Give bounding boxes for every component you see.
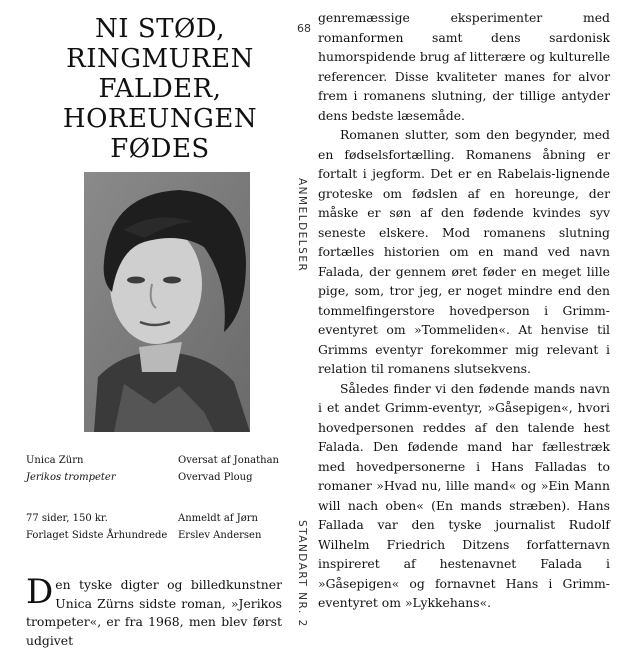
publisher: Forlaget Sidste Århundrede <box>26 530 168 541</box>
author-portrait <box>84 172 250 432</box>
book-publishing-info <box>26 510 167 544</box>
body-column <box>318 8 610 613</box>
portrait-image <box>84 172 250 432</box>
title-line: FALDER, <box>98 74 222 104</box>
section-label: ANMELDELSER <box>296 178 308 273</box>
page-number: 68 <box>297 22 311 35</box>
reviewer-line: Erslev Andersen <box>178 530 262 541</box>
book-author-title <box>26 452 116 486</box>
pages-price: 77 sider, 150 kr. <box>26 513 108 524</box>
title-line: NI STØD, <box>95 14 225 44</box>
title-line: RINGMUREN <box>66 44 254 74</box>
translator-line: Overvad Ploug <box>178 472 253 483</box>
journal-label: STANDART NR. 2 <box>296 520 308 628</box>
body-paragraph: genremæssige eksperimenter med romanformen samt dens sardonisk humorspidende brug af litterære og kulturelle referencer. Disse kvaliteter manes for alvor frem i romanens slutning, der tillige antyder dens bedste læsemåde. <box>318 10 610 123</box>
title-line: HOREUNGEN <box>62 104 258 134</box>
title-line: FØDES <box>110 134 210 164</box>
lead-paragraph <box>26 572 282 650</box>
body-paragraph: Romanen slutter, som den begynder, med en fødselsfortælling. Romanens åbning er fortalt i jegform. Det er en Rabelais-lignende groteske om fødslen af en horeunge, der måske er søn af den fødende kvindes syv seneste elskere. Mod romanens slutning fortælles historien om en mand ved navn Falada, der gennem øret føder en meget lille pige, som, tror jeg, er noget mindre end den tommelfingerstore hovedperson i Grimm-eventyret om »Tommeliden«. At henvise til Grimms eventyr forekommer mig relevant i relation til romanens slutsekvens. <box>318 127 610 376</box>
book-title: Jerikos trompeter <box>26 472 116 483</box>
body-paragraph: Således finder vi den fødende mands navn i et andet Grimm-eventyr, »Gåsepigen«, hvori hovedpersonen reddes af den talende hest Falada. Den fødende mand har fællestræk med hovedpersonerne i Hans Falladas to romaner »Hvad nu, lille mand« og »Ein Mann will nach oben« (En mands stræben). Hans Fallada var den tyske journalist Rudolf Wilhelm Friedrich Ditzens forfatternavn inspireret af hestenavnet Falada i »Gåsepigen« og fornavnet Hans i Grimm-eventyret om »Lykkehans«. <box>318 380 610 610</box>
book-author: Unica Zürn <box>26 455 84 466</box>
drop-cap: D <box>26 572 54 612</box>
reviewer-line: Anmeldt af Jørn <box>178 513 258 524</box>
article-title <box>40 14 280 164</box>
reviewer-credit <box>178 510 261 544</box>
lead-text: en tyske digter og billedkunstner Unica Zürns sidste roman, »Jerikos trompeter«, er fra 1968, men blev først udgivet <box>26 577 282 648</box>
translator-credit <box>178 452 279 486</box>
translator-line: Oversat af Jonathan <box>178 455 279 466</box>
